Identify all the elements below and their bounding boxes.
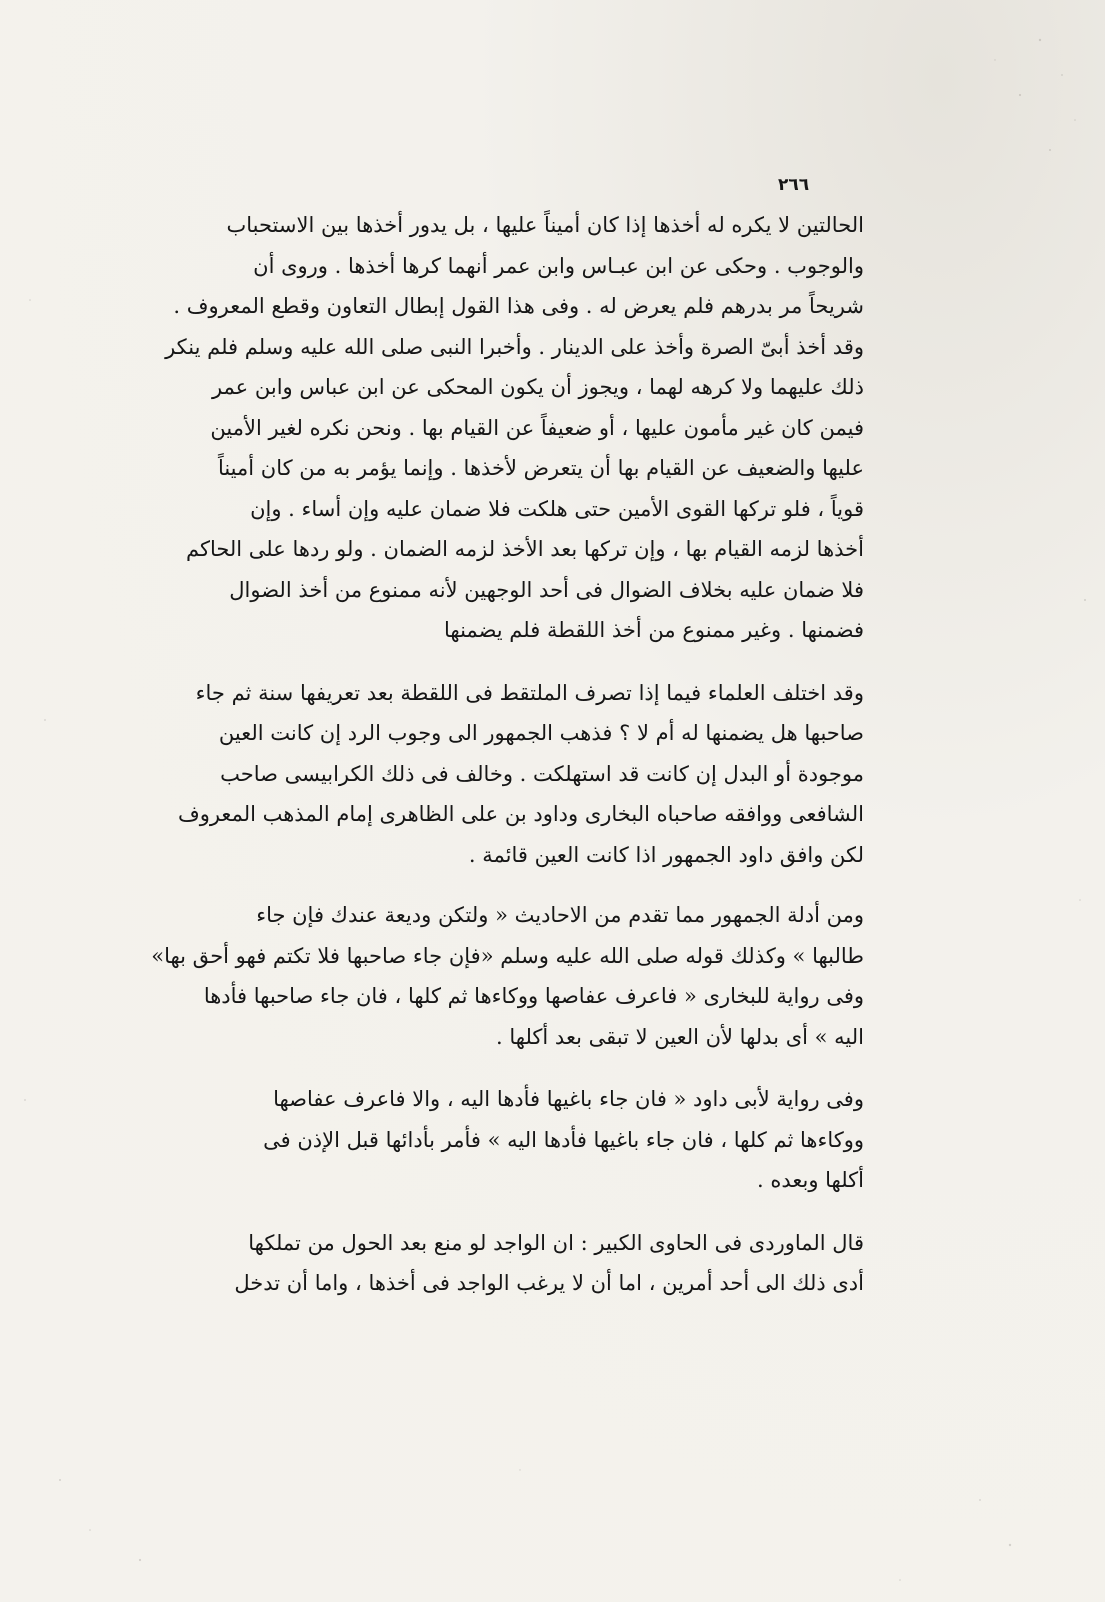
text-line: ذلك عليهما ولا كرهه لهما ، ويجوز أن يكون المحكى عن ابن عباس وابن عمر <box>211 375 864 399</box>
text-line: لكن وافق داود الجمهور اذا كانت العين قائمة . <box>468 842 864 867</box>
text-line: أدى ذلك الى أحد أمرين ، اما أن لا يرغب الواجد فى أخذها ، واما أن تدخل <box>234 1271 864 1295</box>
paragraph <box>172 673 864 876</box>
text-line: شريحاً مر بدرهم فلم يعرض له . وفى هذا القول إبطال التعاون وقطع المعروف . <box>173 294 864 318</box>
text-line: الحالتين لا يكره له أخذها إذا كان أميناً عليها ، بل يدور أخذها بين الاستحباب <box>226 213 864 237</box>
text-line: فلا ضمان عليه بخلاف الضوال فى أحد الوجهين لأنه ممنوع من أخذ الضوال <box>229 577 864 602</box>
text-line: ووكاءها ثم كلها ، فان جاء باغيها فأدها اليه » فأمر بأدائها قبل الإذن فى <box>263 1127 864 1152</box>
paragraph <box>151 895 864 1057</box>
text-line: موجودة أو البدل إن كانت قد استهلكت . وخالف فى ذلك الكرابيسى صاحب <box>220 761 864 786</box>
text-line: أكلها وبعده . <box>756 1168 864 1192</box>
text-line: أخذها لزمه القيام بها ، وإن تركها بعد الأخذ لزمه الضمان . ولو ردها على الحاكم <box>185 537 864 561</box>
text-line: وقد أخذ أبىّ الصرة وأخذ على الدينار . وأخبرا النبى صلى الله عليه وسلم فلم ينكر <box>165 334 864 359</box>
text-line: عليها والضعيف عن القيام بها أن يتعرض لأخذها . وإنما يؤمر به من كان أميناً <box>217 456 864 480</box>
text-line: اليه » أى بدلها لأن العين لا تبقى بعد أكلها . <box>496 1024 864 1049</box>
paragraph <box>165 205 864 651</box>
text-line: والوجوب . وحكى عن ابن عبـاس وابن عمر أنهما كرها أخذها . وروى أن <box>253 253 864 278</box>
text-line: طالبها » وكذلك قوله صلى الله عليه وسلم «فإن جاء صاحبها فلا تكتم فهو أحق بها» <box>151 943 864 968</box>
text-line: فضمنها . وغير ممنوع من أخذ اللقطة فلم يضمنها <box>444 618 864 642</box>
text-line: ومن أدلة الجمهور مما تقدم من الاحاديث « ولتكن وديعة عندك فإن جاء <box>256 903 864 927</box>
text-line: الشافعى ووافقه صاحباه البخارى وداود بن على الظاهرى إمام المذهب المعروف <box>177 802 864 826</box>
text-line: وقد اختلف العلماء فيما إذا تصرف الملتقط فى اللقطة بعد تعريفها سنة ثم جاء <box>195 680 864 705</box>
body-text <box>151 205 864 1304</box>
text-line: قال الماوردى فى الحاوى الكبير : ان الواجد لو منع بعد الحول من تملكها <box>248 1230 864 1255</box>
paragraph <box>172 1223 864 1304</box>
paragraph <box>172 1079 864 1201</box>
text-line: وفى رواية للبخارى « فاعرف عفاصها ووكاءها ثم كلها ، فان جاء صاحبها فأدها <box>203 984 864 1008</box>
text-line: صاحبها هل يضمنها له أم لا ؟ فذهب الجمهور الى وجوب الرد إن كانت العين <box>218 721 864 745</box>
text-line: قوياً ، فلو تركها القوى الأمين حتى هلكت فلا ضمان عليه وإن أساء . وإن <box>250 496 864 521</box>
page-number: ٢٦٦ <box>778 175 810 195</box>
text-line: فيمن كان غير مأمون عليها ، أو ضعيفاً عن القيام بها . ونحن نكره لغير الأمين <box>210 415 864 440</box>
text-line: وفى رواية لأبى داود « فان جاء باغيها فأدها اليه ، والا فاعرف عفاصها <box>273 1087 864 1111</box>
